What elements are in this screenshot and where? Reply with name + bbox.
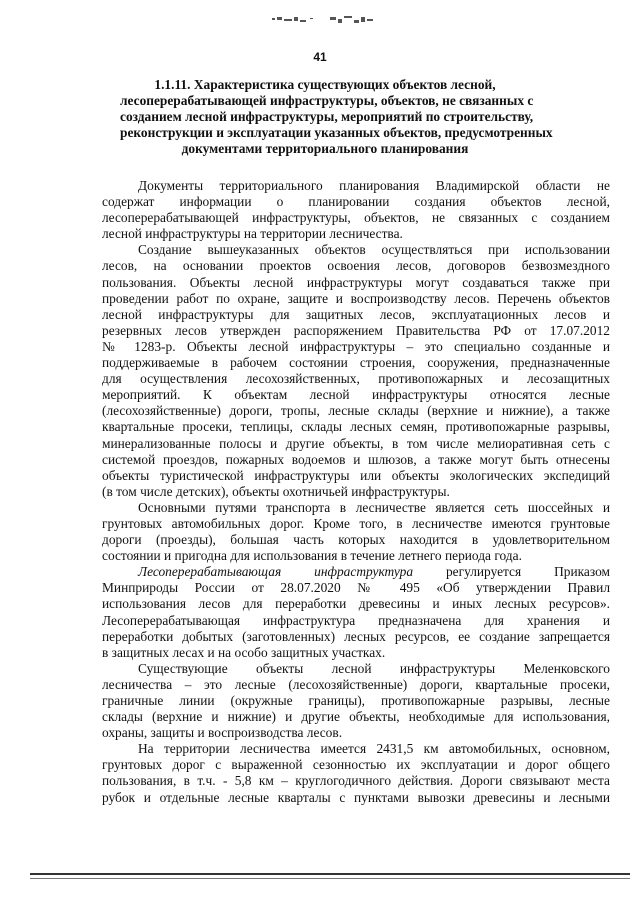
- text-line: дороги (проезды), большая часть которых находится в удовлетворительном: [102, 532, 610, 548]
- text-line: Лесоперерабатывающая инфраструктура предназначена для хранения и: [102, 612, 610, 628]
- heading-line: документами территориального планирования: [181, 141, 469, 156]
- text-line: рубок и отдельные лесные кварталы с пунктами вывозки древесины и лесными: [102, 789, 610, 805]
- text-line: лесов, на основании проектов освоения лесов, договоров безвозмездного: [102, 258, 610, 274]
- text-line: минерализованные полосы и другие объекты, в том числе мелиоративная сеть с: [102, 435, 610, 451]
- text-line: Основными путями транспорта в лесничестве является сеть шоссейных и: [138, 499, 610, 515]
- text-line: состоянии и пригодна для использования в течение летнего периода года.: [102, 548, 522, 564]
- text-line: объекты туристической инфраструктуры или объекты экологических экспедиций: [102, 467, 610, 483]
- heading-line: реконструкции и эксплуатации указанных объектов, предусмотренных: [120, 125, 553, 140]
- text-line: квартальные просеки, теплицы, склады лесных семян, противопожарные разрывы,: [102, 419, 610, 435]
- body-text: [102, 178, 610, 806]
- bottom-rule: [30, 873, 630, 875]
- heading-line: 1.1.11. Характеристика существующих объектов лесной,: [154, 77, 496, 92]
- text-line: (лесохозяйственные) дороги, тропы, лесные склады (верхние и нижние), а также: [102, 403, 610, 419]
- text-line: мероприятий. К объектам лесной инфраструктуры относятся лесные: [102, 387, 610, 403]
- text-line: № 1283-р. Объекты лесной инфраструктуры – это специально созданные и: [102, 338, 610, 354]
- section-heading: [120, 77, 553, 157]
- text-line: лесоперерабатывающей инфраструктуры, объектов, не связанных с созданием: [102, 210, 610, 226]
- text-line: грунтовых автомобильных дорог. Кроме того, в лесничестве имеются грунтовые: [102, 515, 610, 531]
- heading-line: созданием лесной инфраструктуры, мероприятий по строительству,: [120, 109, 534, 124]
- text-line: системой проездов, пожарных водоемов и шлюзов, а также могут быть отнесены: [102, 451, 610, 467]
- text-line: проведении работ по охране, защите и воспроизводству лесов. Перечень объектов: [102, 290, 610, 306]
- text-line: пользования. Объекты лесной инфраструктуры могут создаваться также при: [102, 274, 610, 290]
- bottom-rule-thin: [30, 878, 630, 879]
- text-line: Минприроды России от 28.07.2020 № 495 «Об утверждении Правил: [102, 580, 610, 596]
- text-line: На территории лесничества имеется 2431,5 км автомобильных, основном,: [138, 741, 610, 757]
- text-line: использования лесов для переработки древесины и иных лесных ресурсов».: [102, 596, 610, 612]
- stamp-mark: [270, 14, 380, 28]
- line-rest: регулируется Приказом: [413, 564, 610, 580]
- text-line: Документы территориального планирования Владимирской области не: [138, 178, 610, 193]
- text-line: лесной инфраструктуры для защитных лесов, эксплуатационных лесов и: [102, 306, 610, 322]
- text-line: лесничества – это лесные (лесохозяйственные) дороги, квартальные просеки,: [102, 676, 610, 692]
- text-line: поддерживаемые в рабочем состоянии строения, сооружения, предназначенные: [102, 355, 610, 371]
- text-line: охраны, защиты и воспроизводства лесов.: [102, 725, 343, 741]
- text-line: склады (верхние и нижние) и другие объекты, необходимые для использования,: [102, 709, 610, 725]
- text-line: пользования, в т.ч. - 5,8 км – круглогодичного действия. Дороги связывают места: [102, 773, 610, 789]
- text-line: [102, 564, 610, 580]
- text-line: лесной инфраструктуры на территории лесничества.: [102, 226, 403, 242]
- text-line: в защитных лесах и на особо защитных участках.: [102, 644, 386, 660]
- italic-term: Лесоперерабатывающая инфраструктура: [138, 564, 414, 580]
- text-line: (в том числе детских), объекты охотничьей инфраструктуры.: [102, 483, 450, 499]
- text-line: Существующие объекты лесной инфраструктуры Меленковского: [138, 660, 610, 676]
- text-line: Создание вышеуказанных объектов осуществляться при использовании: [138, 242, 610, 258]
- text-line: содержат информации о планировании создания объектов лесной,: [102, 194, 610, 210]
- text-line: граничные линии (окружные границы), противопожарные разрывы, лесные: [102, 693, 610, 708]
- heading-line: лесоперерабатывающей инфраструктуры, объектов, не связанных с: [120, 93, 534, 108]
- text-line: резервных лесов утвержден распоряжением Правительства РФ от 17.07.2012: [102, 322, 610, 338]
- text-line: для осуществления лесохозяйственных, противопожарных и лесозащитных: [102, 371, 610, 387]
- text-line: переработки добытых (заготовленных) лесных ресурсов, ее создание запрещается: [102, 628, 610, 644]
- page-number: 41: [313, 50, 327, 64]
- text-line: грунтовых дорог с выраженной сезонностью их эксплуатации и дорог общего: [102, 757, 610, 773]
